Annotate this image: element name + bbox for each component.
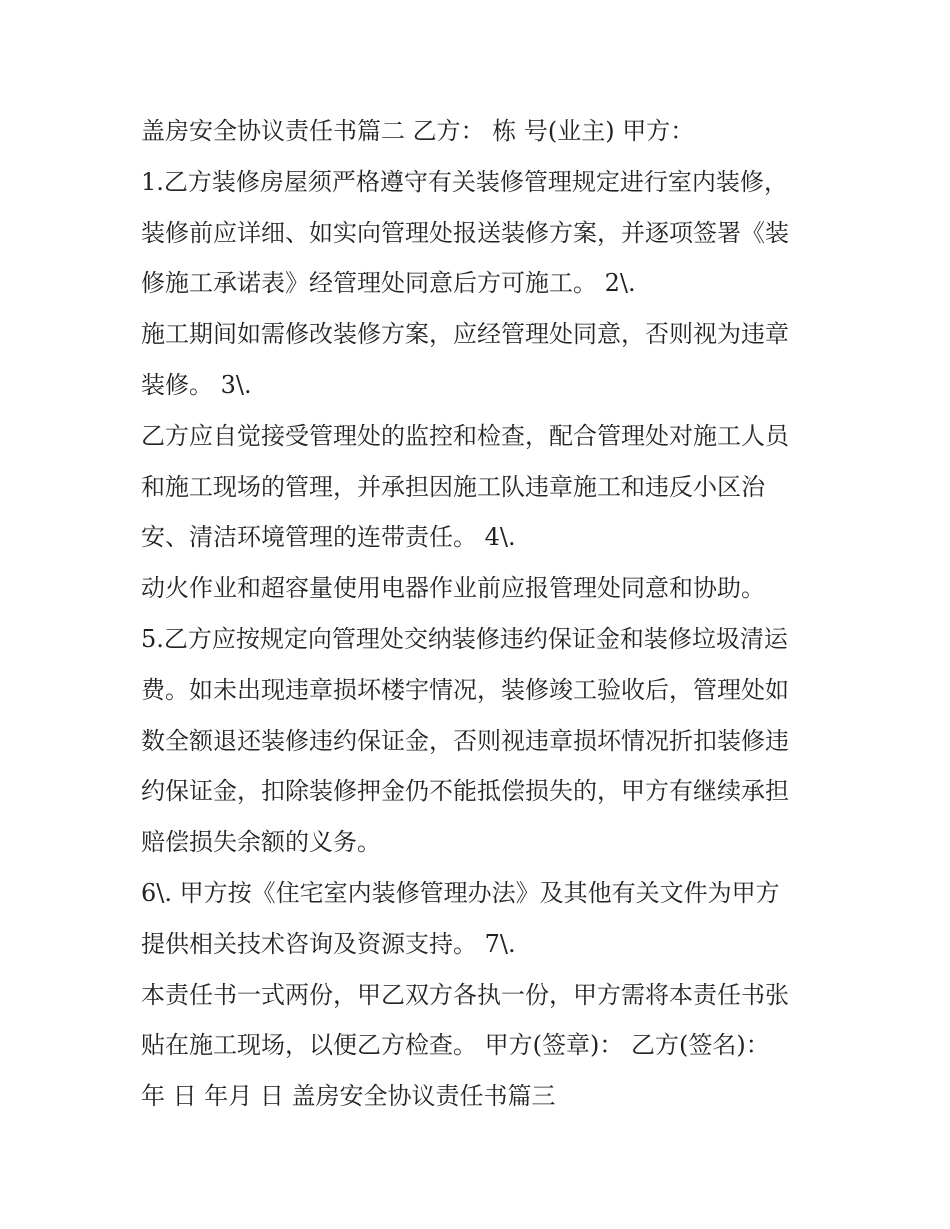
text-line: 安、清洁环境管理的连带责任。 4\. — [141, 523, 516, 552]
text-line: 动火作业和超容量使用电器作业前应报管理处同意和协助。 — [141, 574, 765, 603]
text-line: 提供相关技术咨询及资源支持。 7\. — [141, 929, 516, 958]
text-line: 费。如未出现违章损坏楼宇情况，装修竣工验收后，管理处如 — [141, 675, 789, 704]
text-line: 装修前应详细、如实向管理处报送装修方案，并逐项签署《装 — [141, 218, 789, 247]
text-line: 乙方应自觉接受管理处的监控和检查，配合管理处对施工人员 — [141, 421, 789, 450]
document-body — [141, 106, 821, 1122]
text-line: 1.乙方装修房屋须严格遵守有关装修管理规定进行室内装修， — [141, 167, 788, 196]
text-line: 约保证金，扣除装修押金仍不能抵偿损失的，甲方有继续承担 — [141, 777, 789, 806]
text-line: 5.乙方应按规定向管理处交纳装修违约保证金和装修垃圾清运 — [141, 624, 788, 653]
text-line: 装修。 3\. — [141, 370, 252, 399]
text-line: 赔偿损失余额的义务。 — [141, 828, 381, 857]
text-line: 贴在施工现场，以便乙方检查。 甲方(签章)： 乙方(签名)： — [141, 1031, 770, 1060]
text-line: 盖房安全协议责任书篇二 乙方： 栋 号(业主) 甲方： — [141, 117, 695, 145]
text-line: 和施工现场的管理，并承担因施工队违章施工和违反小区治 — [141, 472, 765, 501]
text-line: 本责任书一式两份，甲乙双方各执一份，甲方需将本责任书张 — [141, 980, 789, 1009]
text-line: 年 日 年月 日 盖房安全协议责任书篇三 — [141, 1082, 556, 1111]
text-line: 修施工承诺表》经管理处同意后方可施工。 2\. — [141, 269, 636, 298]
text-line: 数全额退还装修违约保证金，否则视违章损坏情况折扣装修违 — [141, 726, 789, 755]
text-line: 施工期间如需修改装修方案，应经管理处同意，否则视为违章 — [141, 320, 789, 349]
text-line: 6\. 甲方按《住宅室内装修管理办法》及其他有关文件为甲方 — [141, 878, 780, 907]
